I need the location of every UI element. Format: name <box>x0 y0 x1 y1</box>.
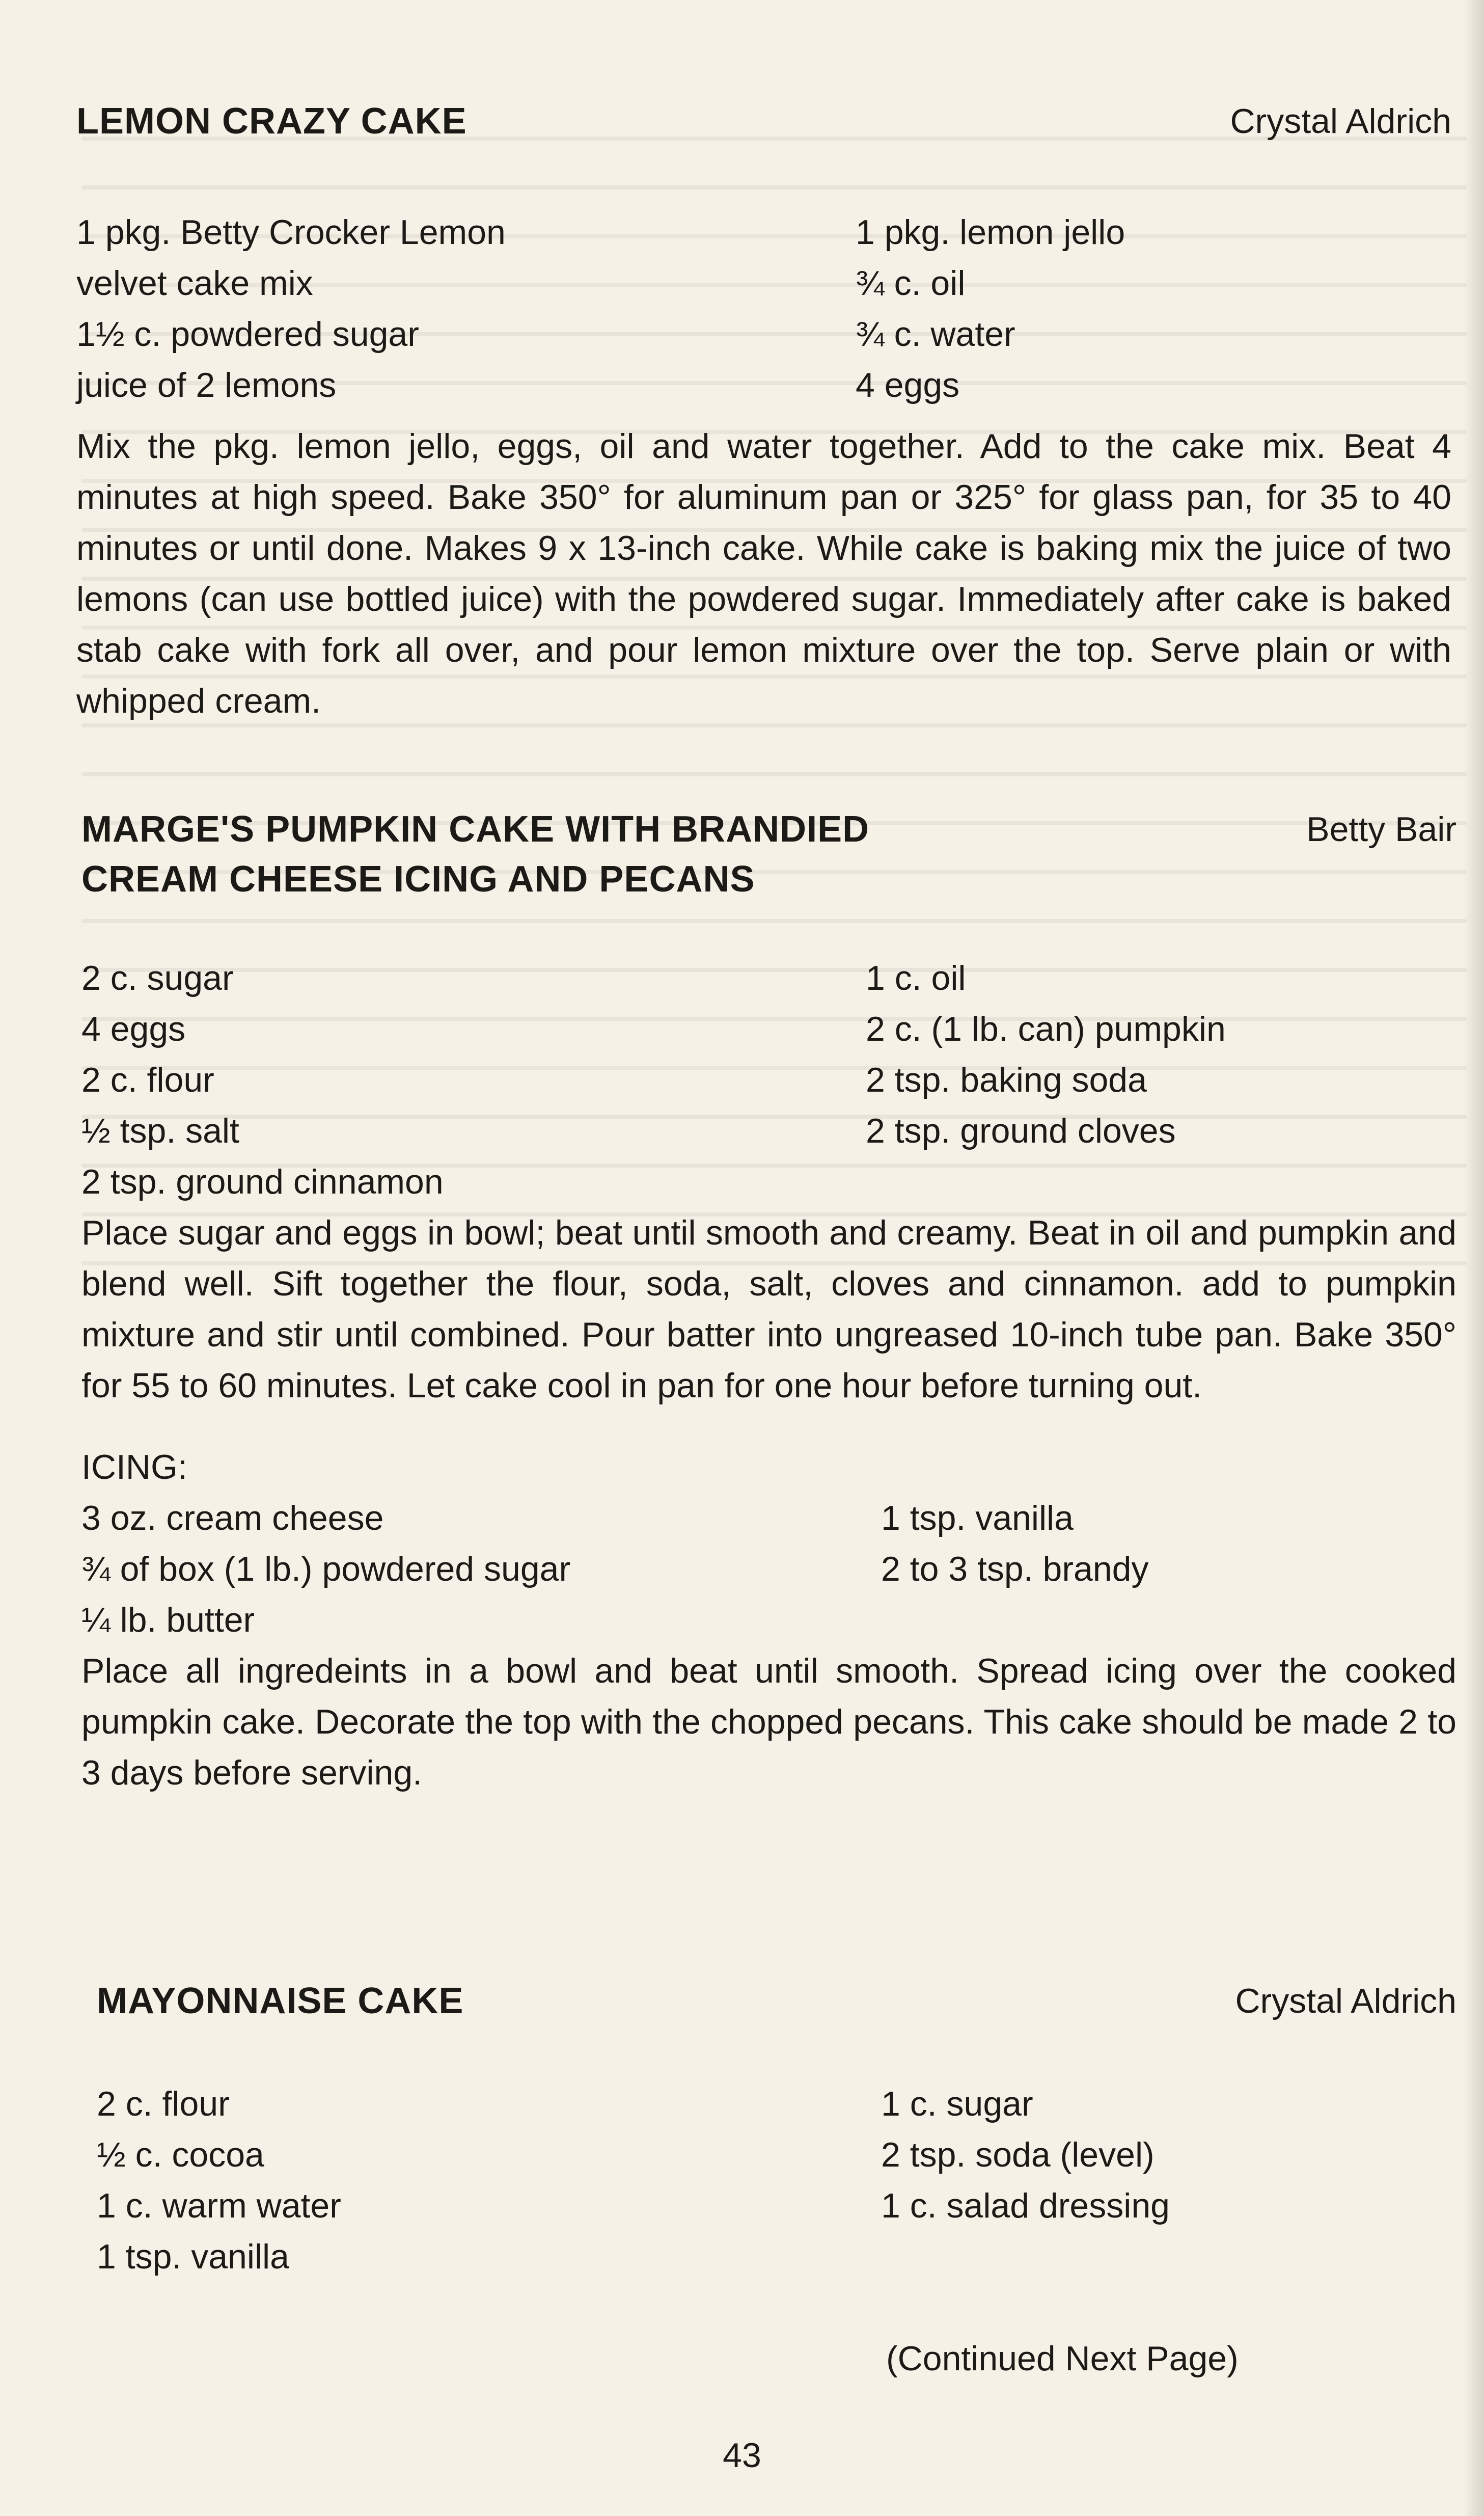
ingredient-list <box>97 2078 1456 2292</box>
ingredient: 3 oz. cream cheese <box>81 1499 384 1537</box>
ingredient: 2 to 3 tsp. brandy <box>881 1550 1149 1588</box>
icing-ingredient-list <box>81 1493 1456 1645</box>
ingredients-left-column <box>81 953 845 1207</box>
ingredient: 1 c. oil <box>866 959 966 997</box>
icing-right-column <box>881 1493 1472 1594</box>
ingredient: ¾ c. water <box>856 315 1015 354</box>
page-number: 43 <box>723 2436 761 2475</box>
icing-left-column <box>81 1493 845 1645</box>
recipe-author: Crystal Aldrich <box>1235 1982 1456 2020</box>
ingredient: 2 tsp. soda (level) <box>881 2135 1155 2174</box>
ingredient: 2 tsp. baking soda <box>866 1061 1147 1099</box>
recipe-directions: Place sugar and eggs in bowl; beat until smooth and creamy. Beat in oil and pumpkin and blend well. Sift together the flour, soda, salt, cloves and cinnamon. add to pumpkin mixture and stir until combined. Pour batter into ungreased 10-inch tube pan. Bake 350° for 55 to 60 minutes. Let cake cool in pan for one hour before turning out. <box>81 1213 1456 1405</box>
ingredient: 2 c. flour <box>97 2085 230 2123</box>
ingredient: 4 eggs <box>81 1010 186 1048</box>
ingredient: 1 tsp. vanilla <box>97 2237 289 2276</box>
recipe-title: LEMON CRAZY CAKE <box>76 101 467 142</box>
recipe-title-line-2: CREAM CHEESE ICING AND PECANS <box>81 859 755 900</box>
recipe-marges-pumpkin-cake <box>81 805 1456 1798</box>
ingredient: 2 tsp. ground cloves <box>866 1112 1176 1150</box>
recipe-title: MAYONNAISE CAKE <box>97 1981 464 2021</box>
ingredient: 2 c. (1 lb. can) pumpkin <box>866 1010 1226 1048</box>
icing-label: ICING: <box>81 1448 187 1486</box>
ingredient: 2 c. flour <box>81 1061 214 1099</box>
ingredient: 1 c. warm water <box>97 2186 341 2225</box>
continued-note: (Continued Next Page) <box>886 2339 1239 2378</box>
ingredient: 1½ c. powdered sugar <box>76 315 419 354</box>
ingredients-left-column <box>97 2078 861 2282</box>
ingredient-list <box>81 953 1456 1207</box>
ingredients-left-column <box>76 207 840 411</box>
recipe-mayonnaise-cake <box>97 1977 1456 2292</box>
ingredient: ¼ lb. butter <box>81 1601 255 1639</box>
recipe-author: Betty Bair <box>1306 810 1456 849</box>
ingredient: 1 c. salad dressing <box>881 2186 1170 2225</box>
recipe-header <box>81 805 1456 907</box>
ingredient: juice of 2 lemons <box>76 366 337 404</box>
recipe-title-line-1: MARGE'S PUMPKIN CAKE WITH BRANDIED <box>81 809 870 850</box>
recipe-header <box>97 1977 1456 2038</box>
recipe-lemon-crazy-cake <box>76 97 1451 726</box>
ingredient: velvet cake mix <box>76 264 313 303</box>
recipe-directions: Mix the pkg. lemon jello, eggs, oil and water together. Add to the cake mix. Beat 4 minutes at high speed. Bake 350° for aluminum pan or 325° for glass pan, for 35 to 40 minutes or until done. Makes 9 x 13-inch cake. While cake is baking mix the juice of two lemons (can use bottled juice) with the powdered sugar. Immediately after cake is baked stab cake with fork all over, and pour lemon mixture over the top. Serve plain or with whipped cream. <box>76 427 1451 720</box>
ingredient: 1 tsp. vanilla <box>881 1499 1074 1537</box>
ingredient: ½ tsp. salt <box>81 1112 239 1150</box>
ingredient: ½ c. cocoa <box>97 2135 264 2174</box>
recipe-header <box>76 97 1451 158</box>
ingredients-right-column <box>856 207 1446 411</box>
ingredient-list <box>76 207 1451 421</box>
ingredients-right-column <box>866 953 1456 1156</box>
recipe-author: Crystal Aldrich <box>1230 102 1451 141</box>
ingredients-right-column <box>881 2078 1472 2231</box>
icing-directions: Place all ingredeints in a bowl and beat until smooth. Spread icing over the cooked pumpkin cake. Decorate the top with the chopped pecans. This cake should be made 2 to 3 days before serving. <box>81 1652 1456 1792</box>
ingredient: 2 tsp. ground cinnamon <box>81 1162 444 1201</box>
ingredient: ¾ c. oil <box>856 264 966 303</box>
ingredient: 1 c. sugar <box>881 2085 1033 2123</box>
ingredient: 1 pkg. Betty Crocker Lemon <box>76 213 506 252</box>
ingredient: ¾ of box (1 lb.) powdered sugar <box>81 1550 571 1588</box>
ingredient: 2 c. sugar <box>81 959 234 997</box>
ingredient: 4 eggs <box>856 366 960 404</box>
ingredient: 1 pkg. lemon jello <box>856 213 1125 252</box>
